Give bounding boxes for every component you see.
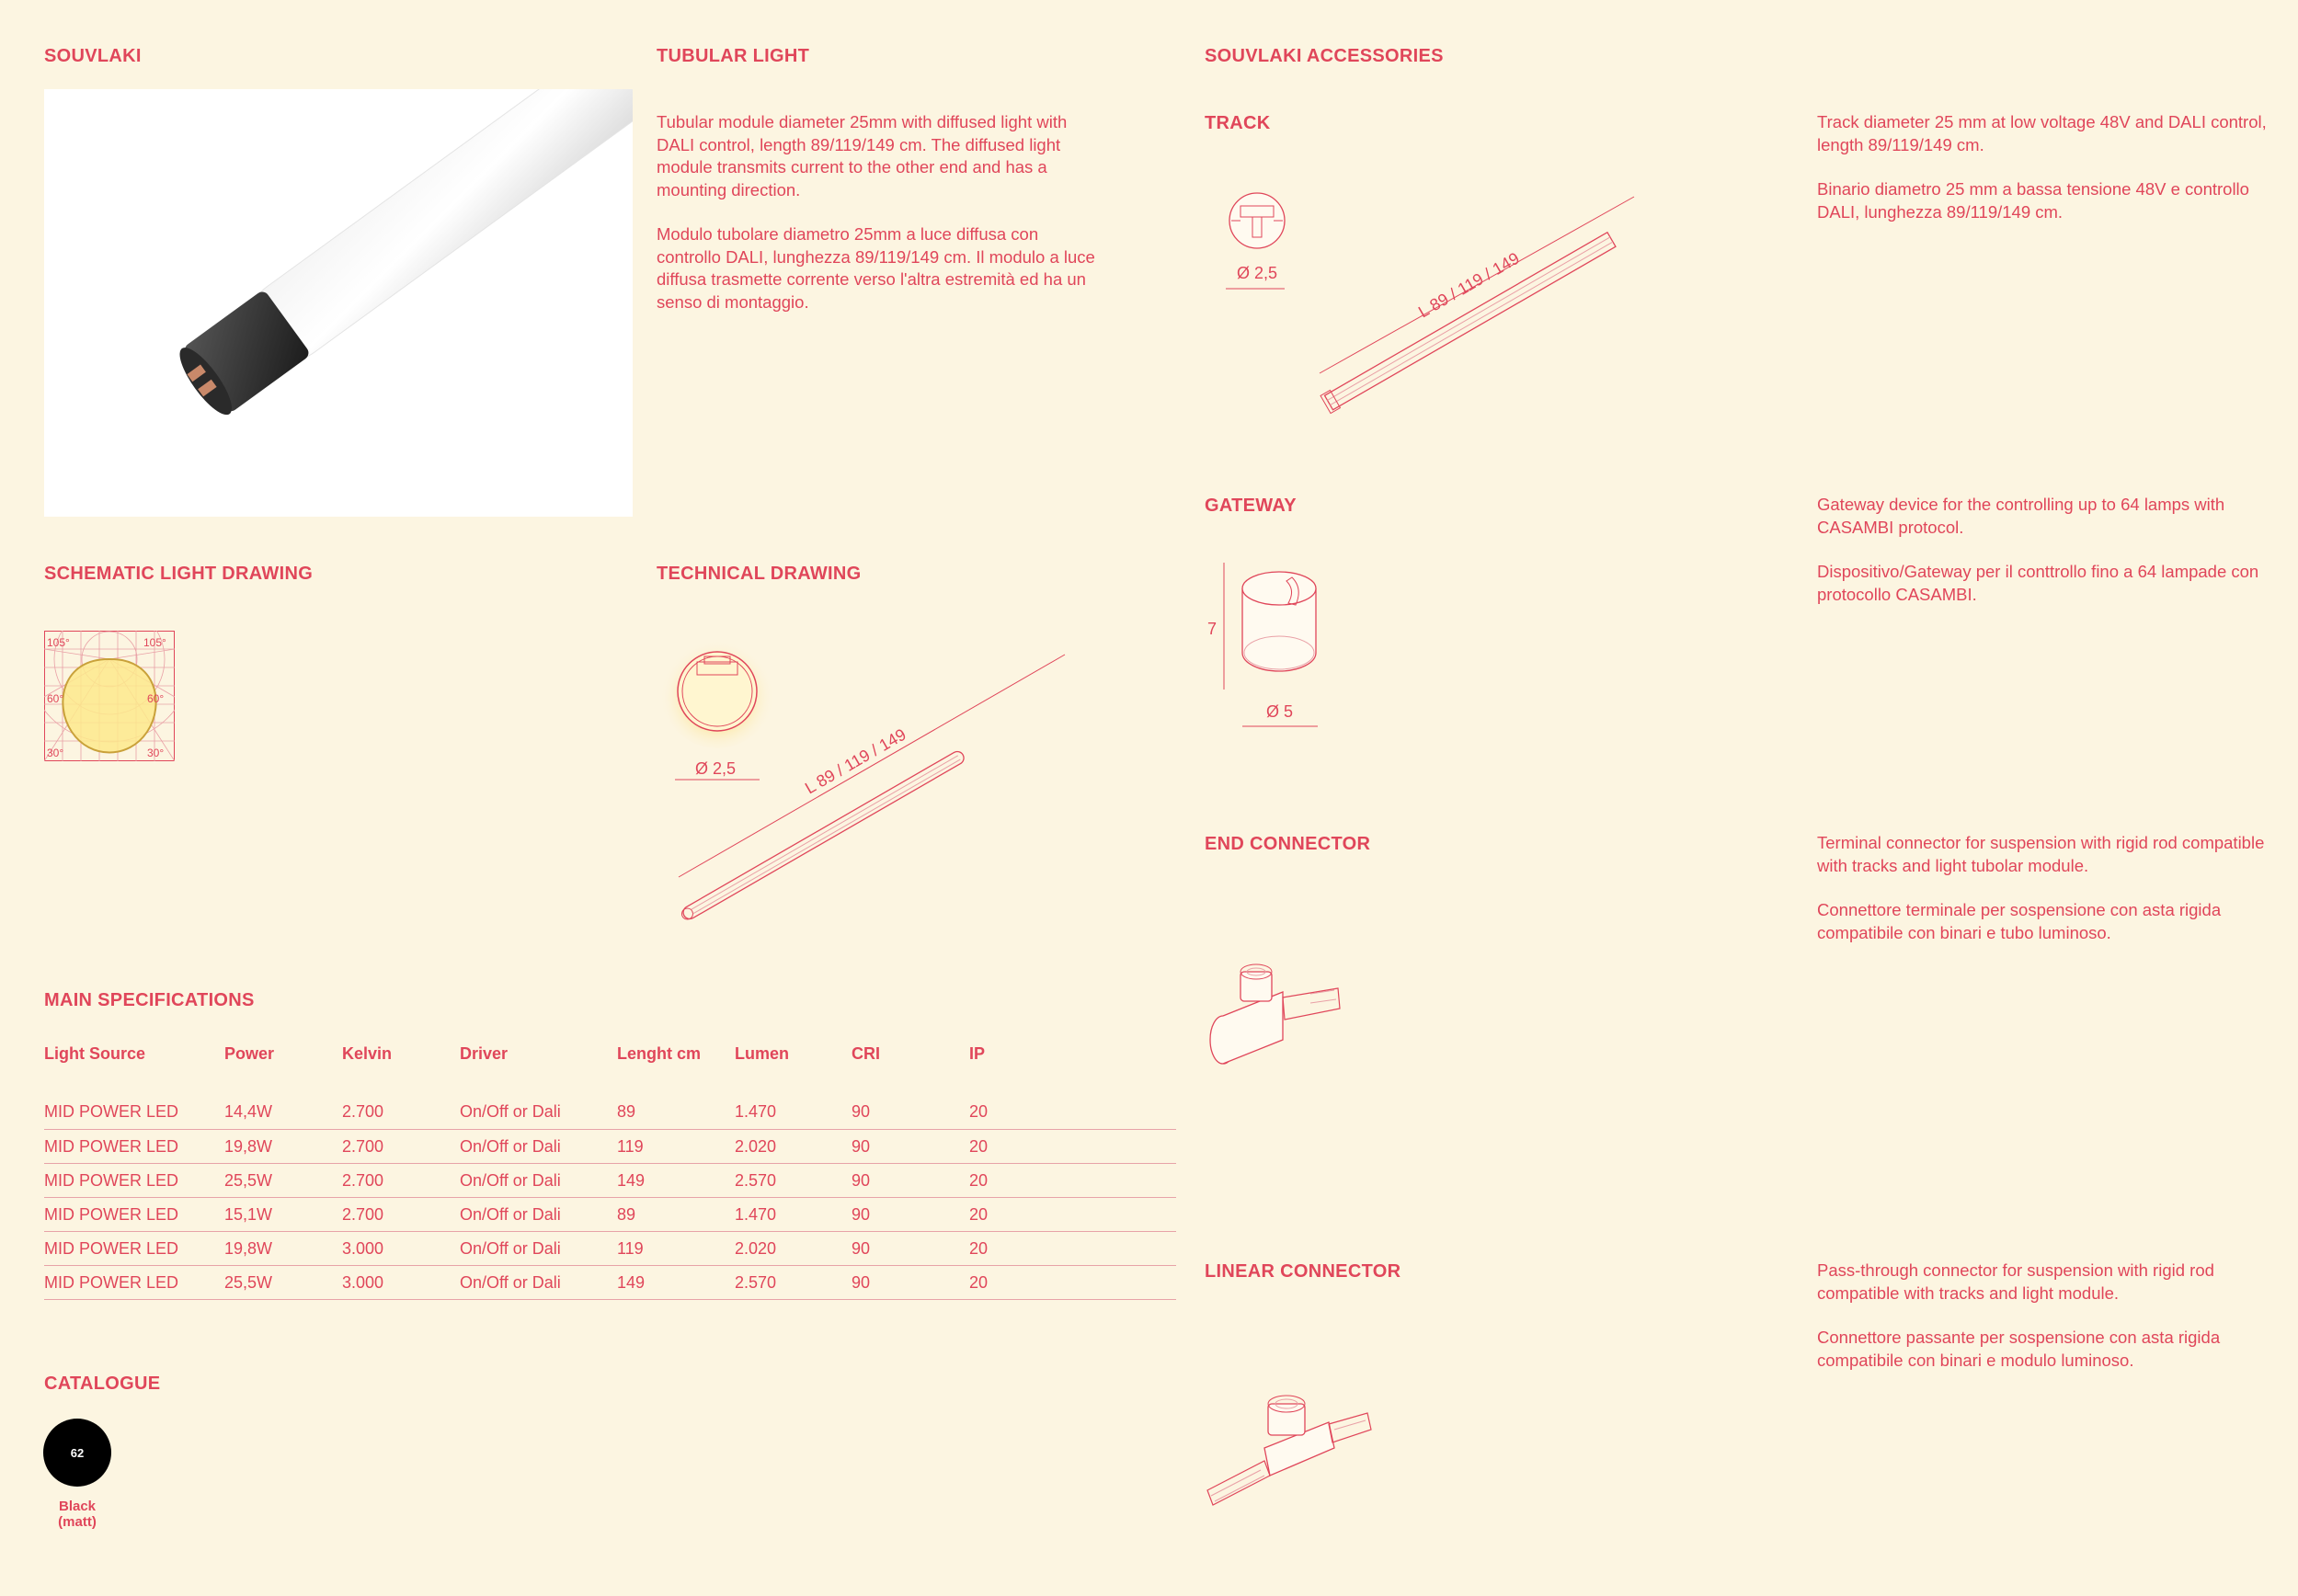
- gateway-diameter-label: Ø 5: [1266, 702, 1294, 721]
- gateway-title: GATEWAY: [1205, 496, 1297, 516]
- cell-lumen: 2.020: [735, 1232, 852, 1266]
- table-row: [44, 1198, 1176, 1232]
- cell-light-source: MID POWER LED: [44, 1198, 224, 1232]
- cell-length: 119: [617, 1232, 735, 1266]
- cell-lumen: 2.020: [735, 1130, 852, 1164]
- cell-ip: 20: [969, 1232, 1176, 1266]
- cell-kelvin: 2.700: [342, 1077, 460, 1130]
- specs-header-row: [44, 1044, 1176, 1077]
- tubular-light-title: TUBULAR LIGHT: [657, 46, 810, 66]
- cell-power: 19,8W: [224, 1232, 342, 1266]
- cell-light-source: MID POWER LED: [44, 1164, 224, 1198]
- linear-connector-text-en: Pass-through connector for suspension with rigid rod compatible with tracks and light module.: [1817, 1260, 2214, 1303]
- linear-connector-title: LINEAR CONNECTOR: [1205, 1261, 1401, 1282]
- table-row: [44, 1266, 1176, 1300]
- cell-ip: 20: [969, 1164, 1176, 1198]
- cell-cri: 90: [852, 1198, 969, 1232]
- cell-length: 89: [617, 1077, 735, 1130]
- track-title: TRACK: [1205, 113, 1271, 133]
- cell-lumen: 1.470: [735, 1077, 852, 1130]
- polar-label-105-right: 105°: [143, 636, 166, 649]
- cell-lumen: 2.570: [735, 1266, 852, 1300]
- color-swatch-black[interactable]: 62: [43, 1419, 111, 1487]
- header-cri: CRI: [852, 1044, 880, 1063]
- polar-label-60-right: 60°: [147, 692, 165, 705]
- cell-driver: On/Off or Dali: [460, 1232, 617, 1266]
- tubular-text-en: Tubular module diameter 25mm with diffused light with DALI control, length 89/119/149 cm. The diffused light module transmits current to the other end and has a mounting direction.: [657, 112, 1068, 200]
- polar-diagram: [44, 631, 175, 761]
- cell-length: 89: [617, 1198, 735, 1232]
- polar-label-30-left: 30°: [47, 747, 64, 759]
- polar-label-60-left: 60°: [47, 692, 64, 705]
- specs-table: [44, 1044, 1176, 1300]
- cell-length: 149: [617, 1266, 735, 1300]
- schematic-title: SCHEMATIC LIGHT DRAWING: [44, 564, 314, 584]
- technical-length-label: L 89 / 119 / 149: [802, 724, 909, 798]
- linear-connector-text-it: Connettore passante per sospensione con asta rigida compatibile con binari e modulo luminoso.: [1817, 1328, 2221, 1370]
- table-row: [44, 1232, 1176, 1266]
- header-kelvin: Kelvin: [342, 1044, 393, 1063]
- polar-label-30-right: 30°: [147, 747, 165, 759]
- end-connector-drawing: [1200, 961, 1356, 1080]
- cell-driver: On/Off or Dali: [460, 1266, 617, 1300]
- cell-ip: 20: [969, 1130, 1176, 1164]
- cell-ip: 20: [969, 1198, 1176, 1232]
- cell-kelvin: 2.700: [342, 1130, 460, 1164]
- cell-length: 149: [617, 1164, 735, 1198]
- cell-light-source: MID POWER LED: [44, 1077, 224, 1130]
- header-length: Lenght cm: [617, 1044, 702, 1063]
- technical-drawing-title: TECHNICAL DRAWING: [657, 564, 862, 584]
- cell-ip: 20: [969, 1266, 1176, 1300]
- souvlaki-title: SOUVLAKI: [44, 46, 142, 66]
- table-row: [44, 1130, 1176, 1164]
- gateway-text-en: Gateway device for the controlling up to 64 lamps with CASAMBI protocol.: [1817, 495, 2225, 537]
- cell-lumen: 2.570: [735, 1164, 852, 1198]
- cell-driver: On/Off or Dali: [460, 1077, 617, 1130]
- catalogue-title: CATALOGUE: [44, 1374, 161, 1394]
- specs-table-wrap: [44, 1044, 1176, 1300]
- cell-light-source: MID POWER LED: [44, 1130, 224, 1164]
- accessories-title: SOUVLAKI ACCESSORIES: [1205, 46, 1444, 66]
- end-connector-title: END CONNECTOR: [1205, 834, 1371, 854]
- specs-title: MAIN SPECIFICATIONS: [44, 990, 255, 1010]
- cell-length: 119: [617, 1130, 735, 1164]
- end-connector-text-it: Connettore terminale per sospensione con asta rigida compatibile con binari e tubo luminoso.: [1817, 900, 2222, 942]
- cell-cri: 90: [852, 1232, 969, 1266]
- end-connector-text-en: Terminal connector for suspension with rigid rod compatible with tracks and light tubolar module.: [1817, 833, 2265, 875]
- cell-light-source: MID POWER LED: [44, 1232, 224, 1266]
- track-text-en: Track diameter 25 mm at low voltage 48V and DALI control, length 89/119/149 cm.: [1817, 112, 2267, 154]
- header-driver: Driver: [460, 1044, 509, 1063]
- cell-power: 25,5W: [224, 1266, 342, 1300]
- cell-kelvin: 2.700: [342, 1164, 460, 1198]
- technical-drawing: [657, 634, 1098, 938]
- cell-power: 25,5W: [224, 1164, 342, 1198]
- cell-driver: On/Off or Dali: [460, 1198, 617, 1232]
- cell-cri: 90: [852, 1266, 969, 1300]
- cell-driver: On/Off or Dali: [460, 1130, 617, 1164]
- table-row: [44, 1077, 1176, 1130]
- cell-driver: On/Off or Dali: [460, 1164, 617, 1198]
- cell-kelvin: 3.000: [342, 1266, 460, 1300]
- linear-connector-drawing: [1200, 1384, 1384, 1522]
- end-connector-description: [1817, 832, 2268, 944]
- cell-cri: 90: [852, 1077, 969, 1130]
- cell-kelvin: 2.700: [342, 1198, 460, 1232]
- cell-kelvin: 3.000: [342, 1232, 460, 1266]
- swatch-label-color: Black: [58, 1499, 97, 1514]
- gateway-text-it: Dispositivo/Gateway per il conttrollo fino a 64 lampade con protocollo CASAMBI.: [1817, 562, 2259, 604]
- header-ip: IP: [969, 1044, 986, 1063]
- track-drawing: [1218, 184, 1678, 423]
- gateway-drawing: [1200, 552, 1347, 735]
- cell-power: 19,8W: [224, 1130, 342, 1164]
- cell-light-source: MID POWER LED: [44, 1266, 224, 1300]
- cell-ip: 20: [969, 1077, 1176, 1130]
- track-text-it: Binario diametro 25 mm a bassa tensione 48V e controllo DALI, lunghezza 89/119/149 cm.: [1817, 179, 2249, 222]
- tubular-text-it: Modulo tubolare diametro 25mm a luce diffusa con controllo DALI, lunghezza 89/119/149 cm. Il modulo a luce diffusa trasmette corrente verso l'altra estremità ed ha un senso di montaggio.: [657, 224, 1095, 312]
- cell-power: 14,4W: [224, 1077, 342, 1130]
- polar-label-105-left: 105°: [47, 636, 70, 649]
- swatch-label-finish: (matt): [58, 1514, 97, 1530]
- header-power: Power: [224, 1044, 275, 1063]
- track-description: [1817, 111, 2268, 223]
- gateway-description: [1817, 494, 2268, 606]
- header-lumen: Lumen: [735, 1044, 790, 1063]
- cell-cri: 90: [852, 1164, 969, 1198]
- swatch-label: [31, 1499, 123, 1530]
- technical-diameter-label: Ø 2,5: [695, 759, 737, 778]
- track-diameter-label: Ø 2,5: [1237, 264, 1278, 282]
- gateway-height-label: 7: [1207, 620, 1218, 638]
- cell-power: 15,1W: [224, 1198, 342, 1232]
- linear-connector-description: [1817, 1260, 2268, 1372]
- tubular-light-description: [657, 111, 1098, 314]
- product-photo: [44, 89, 633, 517]
- header-light-source: Light Source: [44, 1044, 146, 1063]
- cell-cri: 90: [852, 1130, 969, 1164]
- cell-lumen: 1.470: [735, 1198, 852, 1232]
- table-row: [44, 1164, 1176, 1198]
- track-length-label: L 89 / 119 / 149: [1415, 248, 1523, 322]
